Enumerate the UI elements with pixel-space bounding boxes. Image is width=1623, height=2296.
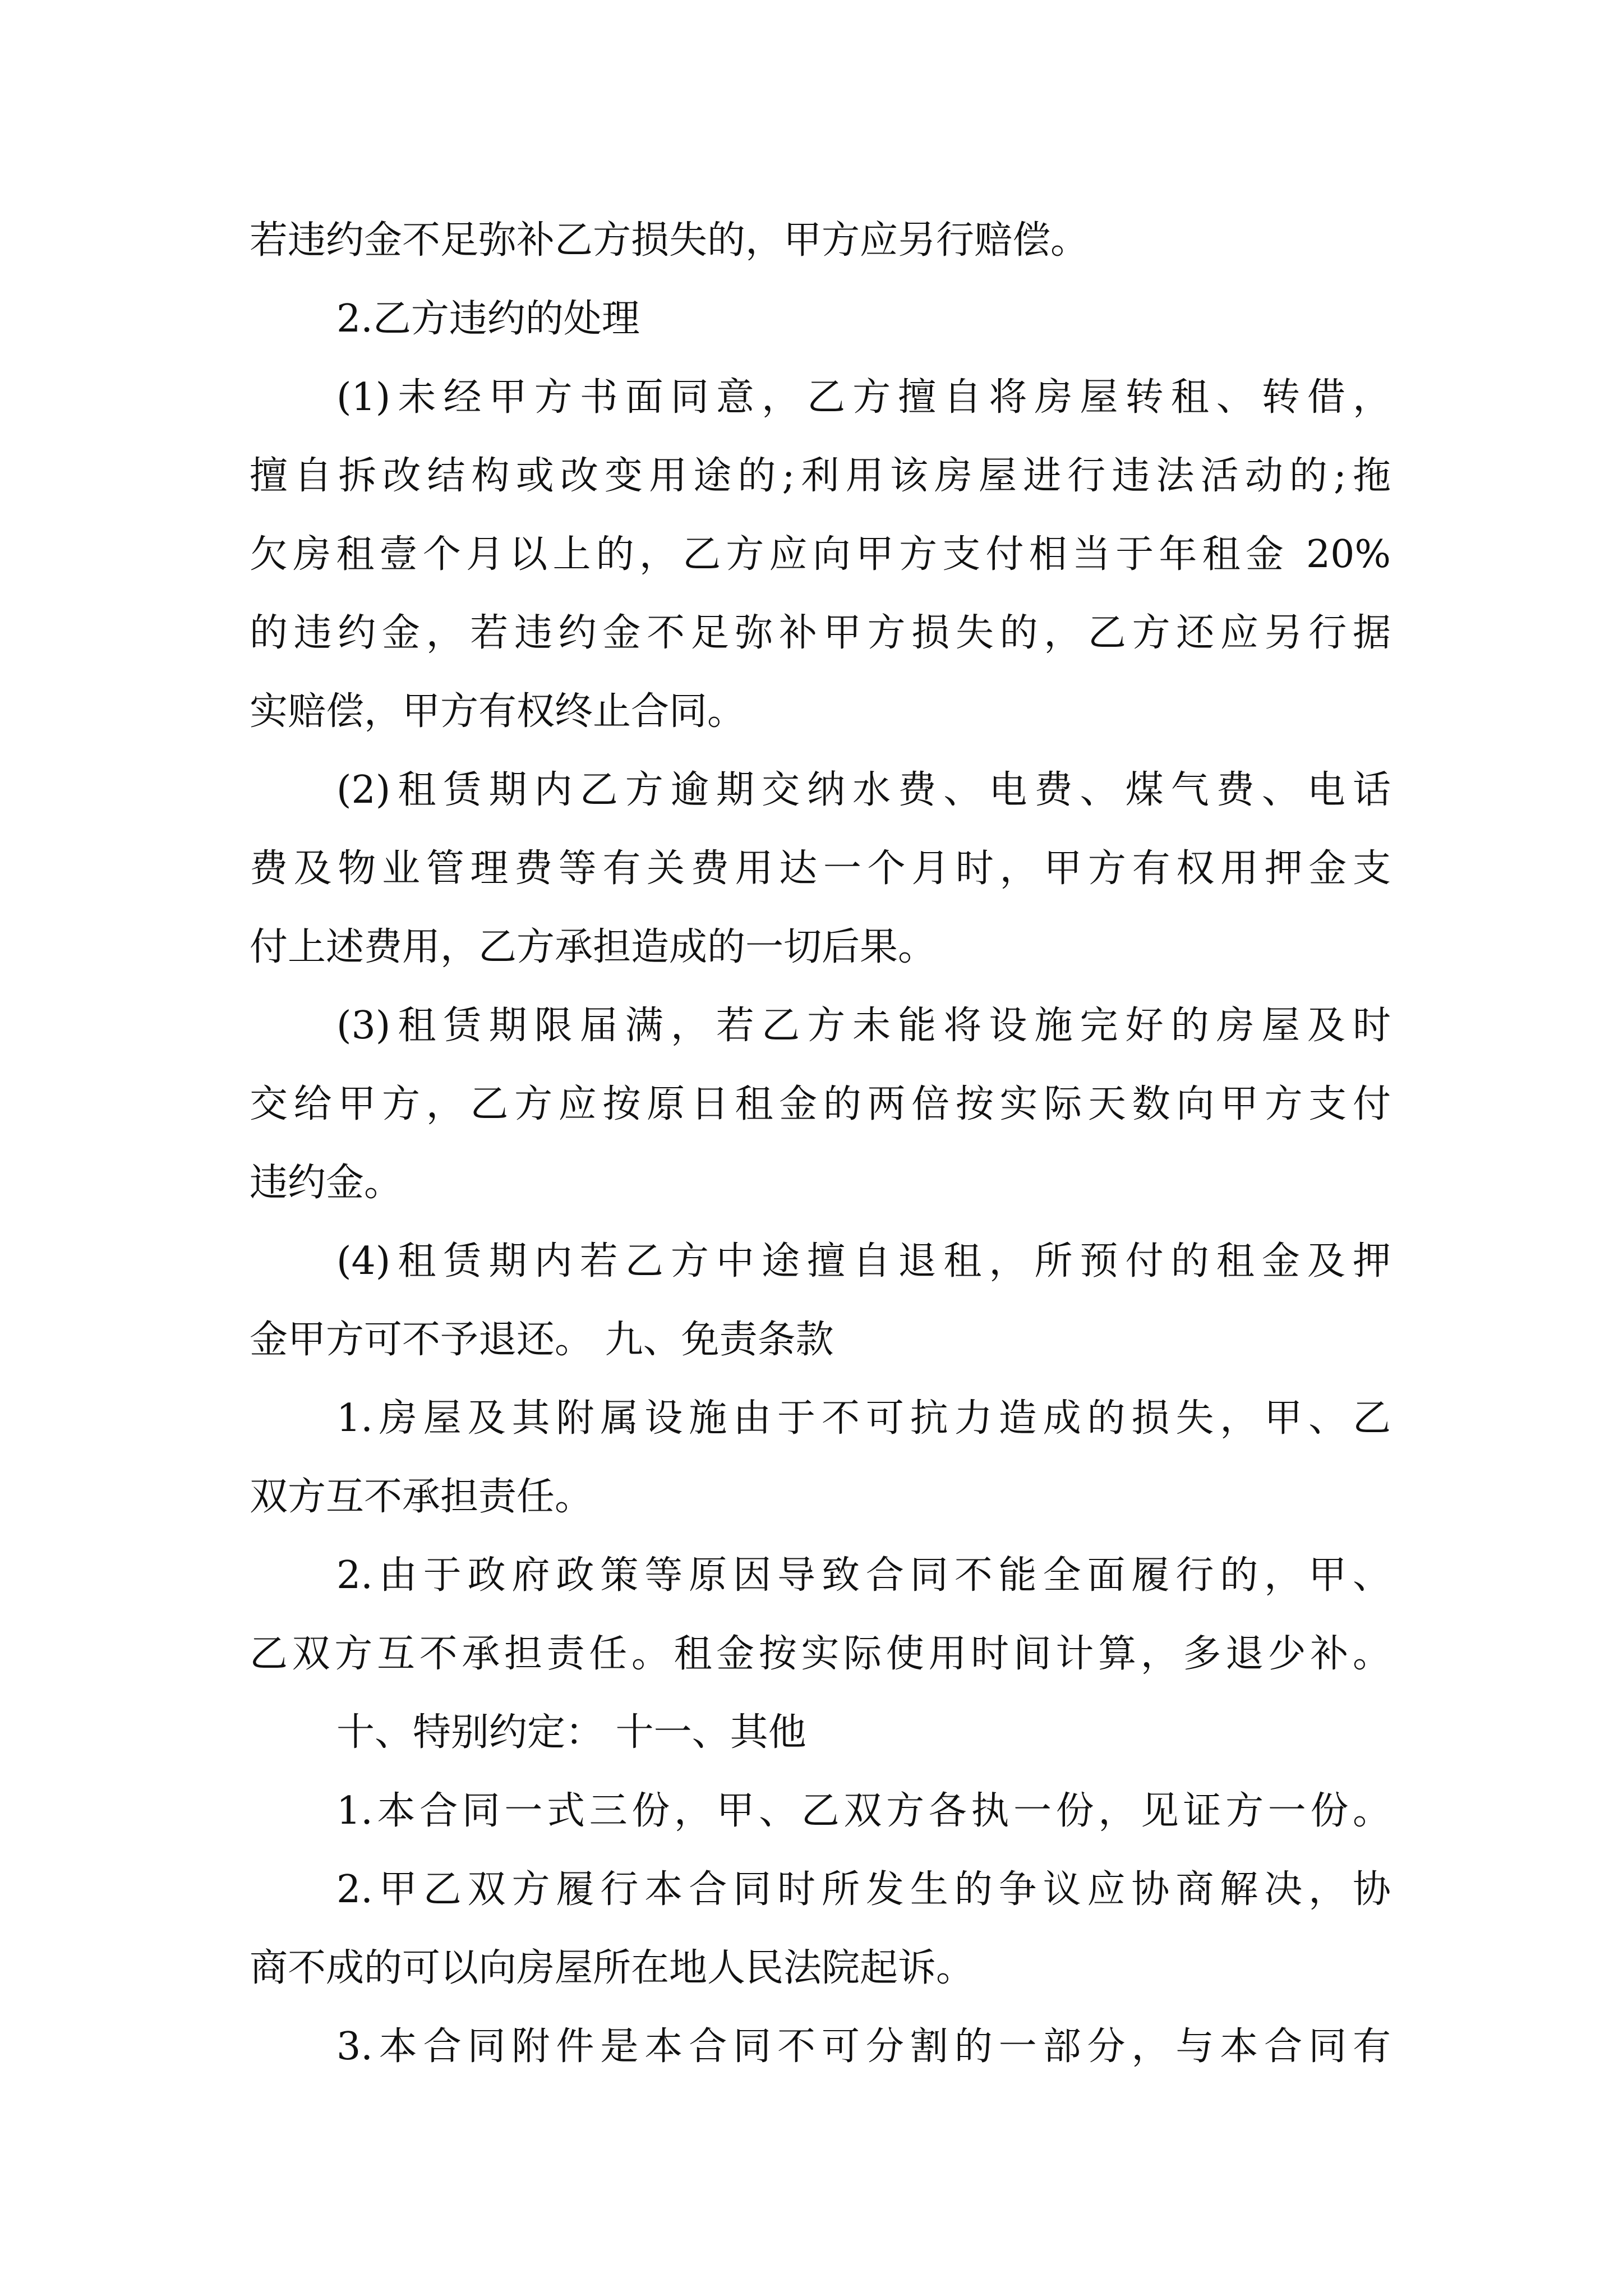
- text-line: (1)未经甲方书面同意，乙方擅自将房屋转租、转借，: [336, 375, 1391, 420]
- text-line: 费及物业管理费等有关费用达一个月时，甲方有权用押金支: [250, 846, 1391, 891]
- text-line: 金甲方可不予退还。 九、免责条款: [250, 1318, 834, 1362]
- text-line: 交给甲方，乙方应按原日租金的两倍按实际天数向甲方支付: [250, 1082, 1391, 1126]
- section-heading: 十、特别约定： 十一、其他: [336, 1710, 806, 1755]
- text-line: (2)租赁期内乙方逾期交纳水费、电费、煤气费、电话: [336, 768, 1391, 812]
- text-line: 商不成的可以向房屋所在地人民法院起诉。: [250, 1946, 975, 1990]
- text-line: 的违约金，若违约金不足弥补甲方损失的，乙方还应另行据: [250, 611, 1391, 655]
- text-line: (4)租赁期内若乙方中途擅自退租，所预付的租金及押: [336, 1239, 1391, 1283]
- text-line: 双方互不承担责任。: [250, 1475, 593, 1519]
- text-line: 若违约金不足弥补乙方损失的，甲方应另行赔偿。: [250, 218, 1089, 263]
- section-heading: 2.乙方违约的处理: [336, 297, 640, 341]
- text-line: 实赔偿，甲方有权终止合同。: [250, 689, 746, 734]
- text-line: 2.由于政府政策等原因导致合同不能全面履行的，甲、: [336, 1553, 1391, 1598]
- text-line: 1.房屋及其附属设施由于不可抗力造成的损失，甲、乙: [336, 1396, 1391, 1441]
- text-line: 擅自拆改结构或改变用途的;利用该房屋进行违法活动的;拖: [250, 454, 1391, 498]
- text-line: (3)租赁期限届满，若乙方未能将设施完好的房屋及时: [336, 1004, 1391, 1048]
- text-line: 付上述费用，乙方承担造成的一切后果。: [250, 925, 937, 969]
- text-line: 乙双方互不承担责任。租金按实际使用时间计算，多退少补。: [250, 1632, 1391, 1676]
- text-line: 3.本合同附件是本合同不可分割的一部分，与本合同有: [336, 2024, 1391, 2069]
- text-line: 2.甲乙双方履行本合同时所发生的争议应协商解决，协: [336, 1867, 1391, 1912]
- text-line: 欠房租壹个月以上的，乙方应向甲方支付相当于年租金 20%: [250, 532, 1391, 577]
- text-line: 违约金。: [250, 1161, 403, 1205]
- text-line: 1.本合同一式三份，甲、乙双方各执一份，见证方一份。: [336, 1789, 1391, 1833]
